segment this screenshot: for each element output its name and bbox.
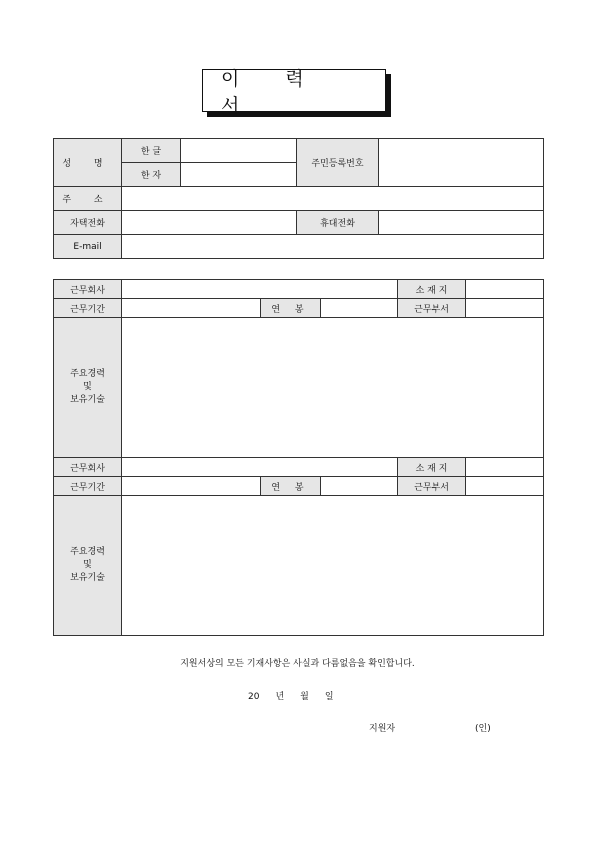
- mobile-label: 휴대전화: [297, 211, 379, 235]
- experience-label: [54, 318, 122, 458]
- department-label: 근무부서: [398, 299, 466, 318]
- year-label: 년: [275, 692, 285, 702]
- department-field[interactable]: [466, 477, 544, 496]
- location-field[interactable]: [466, 280, 544, 299]
- career-table: [53, 279, 544, 636]
- document-title: 이 력 서: [202, 69, 386, 112]
- period-label: 근무기간: [54, 477, 122, 496]
- home-phone-field[interactable]: [122, 211, 297, 235]
- experience-field[interactable]: [122, 318, 544, 458]
- address-label: 주 소: [54, 187, 122, 211]
- salary-field[interactable]: [321, 299, 398, 318]
- location-label: 소 재 지: [398, 458, 466, 477]
- experience-label-line1: 주요경력: [70, 369, 105, 379]
- experience-label: [54, 496, 122, 636]
- email-field[interactable]: [122, 235, 544, 259]
- location-field[interactable]: [466, 458, 544, 477]
- address-field[interactable]: [122, 187, 544, 211]
- experience-field[interactable]: [122, 496, 544, 636]
- hangul-label: 한 글: [122, 139, 181, 163]
- period-label: 근무기간: [54, 299, 122, 318]
- experience-label-line3: 보유기술: [70, 395, 105, 405]
- company-label: 근무회사: [54, 280, 122, 299]
- rrn-label: 주민등록번호: [297, 139, 379, 187]
- experience-label-line2: 및: [83, 560, 92, 570]
- company-field[interactable]: [122, 280, 398, 299]
- confirmation-statement: 지원서상의 모든 기재사항은 사실과 다름없음을 확인합니다.: [180, 659, 415, 669]
- seal-label: (인): [475, 724, 491, 734]
- date-line: [248, 689, 350, 702]
- year-prefix: 20: [248, 692, 260, 702]
- department-label: 근무부서: [398, 477, 466, 496]
- hangul-name-field[interactable]: [181, 139, 297, 163]
- location-label: 소 재 지: [398, 280, 466, 299]
- hanja-label: 한 자: [122, 163, 181, 187]
- department-field[interactable]: [466, 299, 544, 318]
- experience-label-line1: 주요경력: [70, 547, 105, 557]
- applicant-label: 지원자: [369, 724, 396, 734]
- salary-label: 연 봉: [261, 477, 321, 496]
- company-label: 근무회사: [54, 458, 122, 477]
- hanja-name-field[interactable]: [181, 163, 297, 187]
- email-label: E-mail: [54, 235, 122, 259]
- period-field[interactable]: [122, 299, 261, 318]
- rrn-field[interactable]: [379, 139, 544, 187]
- month-label: 월: [300, 692, 309, 702]
- experience-label-line2: 및: [83, 382, 92, 392]
- salary-field[interactable]: [321, 477, 398, 496]
- name-label: 성 명: [54, 139, 122, 187]
- experience-label-line3: 보유기술: [70, 573, 105, 583]
- period-field[interactable]: [122, 477, 261, 496]
- personal-info-table: [53, 138, 544, 259]
- salary-label: 연 봉: [261, 299, 321, 318]
- document-title-box: [202, 69, 392, 118]
- day-label: 일: [324, 692, 334, 702]
- mobile-field[interactable]: [379, 211, 544, 235]
- company-field[interactable]: [122, 458, 398, 477]
- home-phone-label: 자택전화: [54, 211, 122, 235]
